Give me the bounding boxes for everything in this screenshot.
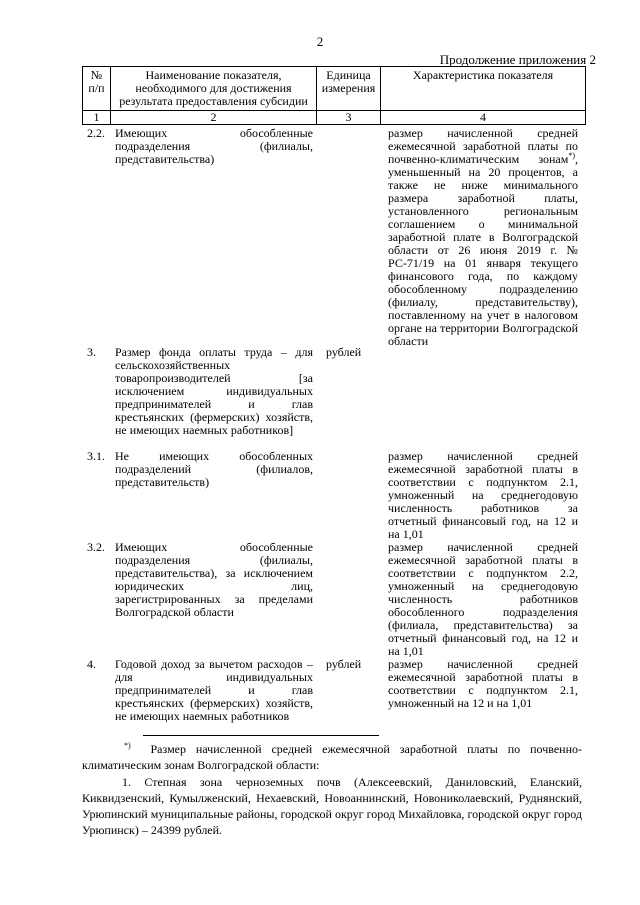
indicator-description: размер начисленной средней ежемесячной заработной платы по почвенно-климатическим зонам*), уменьшенный на 20 процентов, а также не ниже минимального размера заработной платы, установленного региональным соглашением о минимальной заработной плате в Волгоградской области от 26 июня 2019 г. № РС-71/19 на 01 января текущего финансового года, по каждому обособленному подразделению (филиалу, представительству), поставленному на учет в налоговом органе на территории Волгоградской области	[388, 126, 578, 348]
unit-of-measure: рублей	[326, 657, 362, 671]
indicator-name: Годовой доход за вычетом расходов – для индивидуальных предпринимателей и глав крестьянских (фермерских) хозяйств, не имеющих наемных работников	[115, 657, 313, 723]
header-no: № п/п	[83, 67, 111, 111]
footnote-item: 1. Степная зона черноземных почв (Алексеевский, Даниловский, Еланский, Киквидзенский, Кумылженский, Нехаевский, Новоаннинский, Новониколаевский, Руднянский, Урюпинский муниципальные районы, городской округ город Михайловка, городской округ город Урюпинск) – 24399 рублей.	[82, 775, 582, 837]
footnote-text: *) Размер начисленной средней ежемесячной заработной платы по почвенно-климатическим зонам Волгоградской области:	[82, 741, 583, 772]
column-number: 4	[381, 111, 586, 125]
row-number: 3.1.	[87, 449, 105, 463]
header-unit: Единица измерения	[317, 67, 381, 111]
row-number: 3.	[87, 345, 96, 359]
footnote-mark: *)	[124, 741, 131, 750]
footnote-divider	[143, 735, 379, 736]
indicator-name: Размер фонда оплаты труда – для сельскохозяйственных товаропроизводителей [за исключением индивидуальных предпринимателей и глав крестьянских (фермерских) хозяйств, не имеющих наемных работников]	[115, 345, 313, 437]
indicator-description: размер начисленной средней ежемесячной заработной платы в соответствии с подпунктом 2.1, умноженный на 12 и на 1,01	[388, 657, 578, 710]
indicator-name: Имеющих обособленные подразделения (филиалы, представительства), за исключением юридических лиц, зарегистрированных за пределами Волгоградской области	[115, 540, 313, 619]
page-number: 2	[316, 34, 324, 49]
row-number: 3.2.	[87, 540, 105, 554]
row-number: 4.	[87, 657, 96, 671]
indicator-description: размер начисленной средней ежемесячной заработной платы в соответствии с подпунктом 2.1, умноженный на среднегодовую численность работников за отчетный финансовый год, на 12 и на 1,01	[388, 449, 578, 541]
column-number: 3	[317, 111, 381, 125]
header-name: Наименование показателя, необходимого для достижения результата предоставления субсидии	[111, 67, 317, 111]
column-number: 2	[111, 111, 317, 125]
footnote-mark: *)	[568, 151, 575, 160]
continuation-label: Продолжение приложения 2	[439, 52, 596, 67]
indicator-name: Не имеющих обособленных подразделений (филиалов, представительств)	[115, 449, 313, 489]
indicator-table-header	[82, 66, 586, 125]
indicator-description: размер начисленной средней ежемесячной заработной платы в соответствии с подпунктом 2.2, умноженный на среднегодовую численность работников обособленного подразделения (филиала, представительства) за отчетный финансовый год, на 12 и на 1,01	[388, 540, 578, 658]
indicator-name: Имеющих обособленные подразделения (филиалы, представительства)	[115, 126, 313, 166]
unit-of-measure: рублей	[326, 345, 362, 359]
column-number: 1	[83, 111, 111, 125]
header-desc: Характеристика показателя	[381, 67, 586, 111]
row-number: 2.2.	[87, 126, 105, 140]
